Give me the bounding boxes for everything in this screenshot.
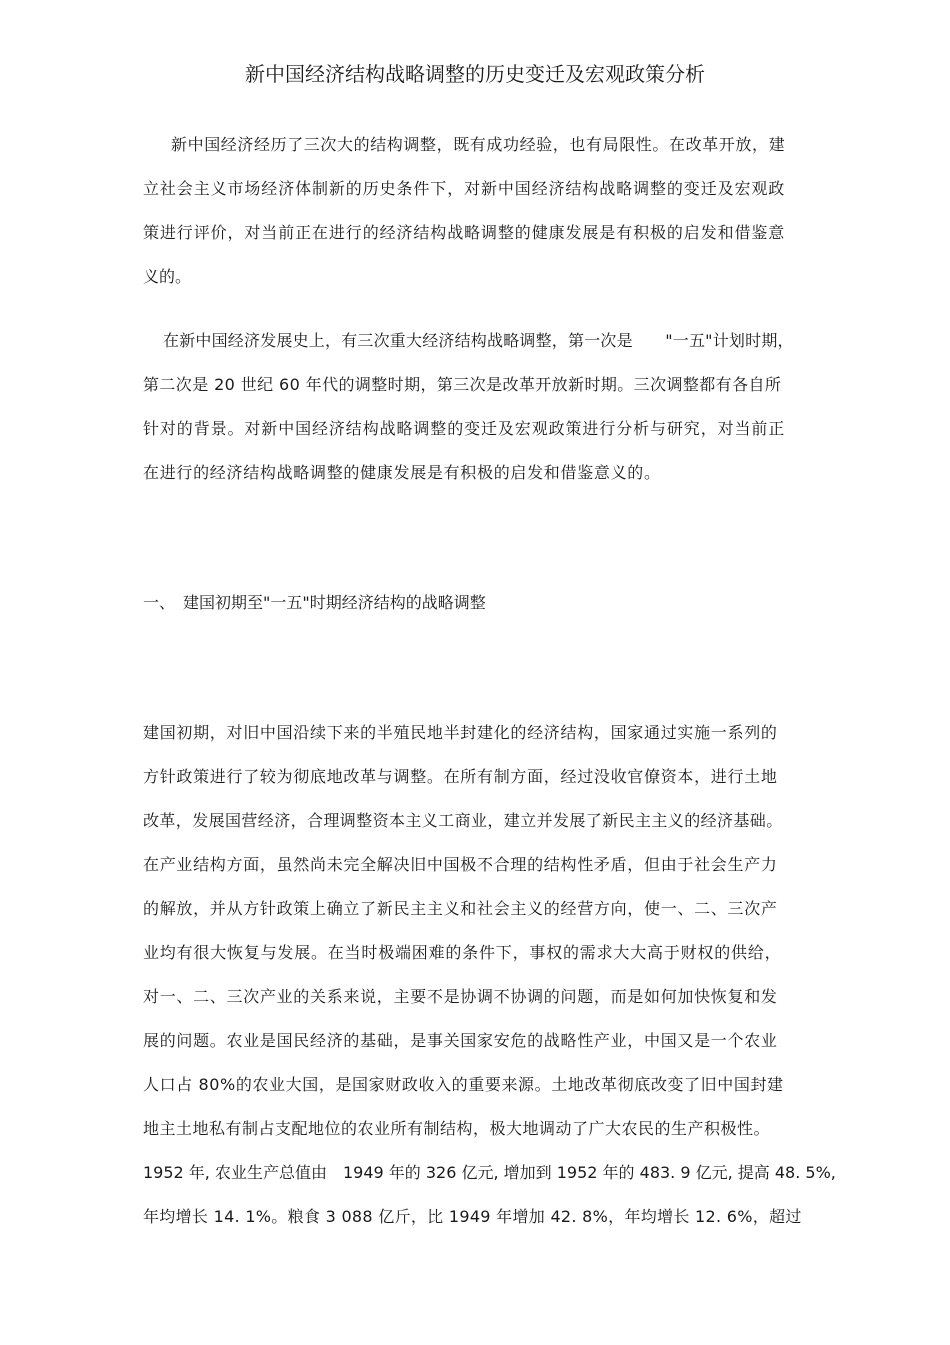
paragraph-line: 在进行的经济结构战略调整的健康发展是有积极的启发和借鉴意义的。 [143, 463, 661, 482]
paragraph-line: 建国初期，对旧中国沿续下来的半殖民地半封建化的经济结构，国家通过实施一系列的 [143, 723, 778, 742]
document-title: 新中国经济结构战略调整的历史变迁及宏观政策分析 [245, 62, 705, 86]
paragraph-line: 义的。 [143, 267, 192, 286]
paragraph-line: 第二次是 20 世纪 60 年代的调整时期，第三次是改革开放新时期。三次调整都有各自所 [143, 375, 782, 394]
paragraph-line: 地主土地私有制占支配地位的农业所有制结构，极大地调动了广大农民的生产积极性。 [143, 1119, 771, 1138]
paragraph-line: 的解放，并从方针政策上确立了新民主主义和社会主义的经营方向，使一、二、三次产 [143, 899, 778, 918]
paragraph-line: 在产业结构方面，虽然尚未完全解决旧中国极不合理的结构性矛盾，但由于社会生产力 [143, 855, 778, 874]
paragraph-line: 业均有很大恢复与发展。在当时极端困难的条件下，事权的需求大大高于财权的供给， [143, 943, 782, 962]
paragraph-line: 1952 年, 农业生产总值由 1949 年的 326 亿元, 增加到 1952 年的 483. 9 亿元, 提高 48. 5%, [143, 1163, 836, 1182]
paragraph-line: 改革，发展国营经济，合理调整资本主义工商业，建立并发展了新民主主义的经济基础。 [143, 811, 783, 830]
paragraph-line: 在新中国经济发展史上，有三次重大经济结构战略调整，第一次是 "一五"计划时期， [163, 331, 794, 350]
paragraph-line: 策进行评价，对当前正在进行的经济结构战略调整的健康发展是有积极的启发和借鉴意 [143, 223, 786, 242]
paragraph-line: 人口占 80%的农业大国，是国家财政收入的重要来源。土地改革彻底改变了旧中国封建 [143, 1075, 784, 1094]
paragraph-line: 对一、二、三次产业的关系来说，主要不是协调不协调的问题，而是如何加快恢复和发 [143, 987, 778, 1006]
paragraph-line: 展的问题。农业是国民经济的基础，是事关国家安危的战略性产业，中国又是一个农业 [143, 1031, 778, 1050]
paragraph-line: 立社会主义市场经济体制新的历史条件下，对新中国经济结构战略调整的变迁及宏观政 [143, 179, 786, 198]
paragraph-line: 年均增长 14. 1%。粮食 3 088 亿斤，比 1949 年增加 42. 8%，年均增长 12. 6%，超过 [143, 1207, 802, 1226]
paragraph-line: 方针政策进行了较为彻底地改革与调整。在所有制方面，经过没收官僚资本，进行土地 [143, 767, 778, 786]
paragraph-line: 新中国经济经历了三次大的结构调整，既有成功经验，也有局限性。在改革开放，建 [171, 135, 786, 154]
paragraph-line: 针对的背景。对新中国经济结构战略调整的变迁及宏观政策进行分析与研究，对当前正 [143, 419, 786, 438]
section-heading: 一、 建国初期至"一五"时期经济结构的战略调整 [143, 593, 486, 612]
